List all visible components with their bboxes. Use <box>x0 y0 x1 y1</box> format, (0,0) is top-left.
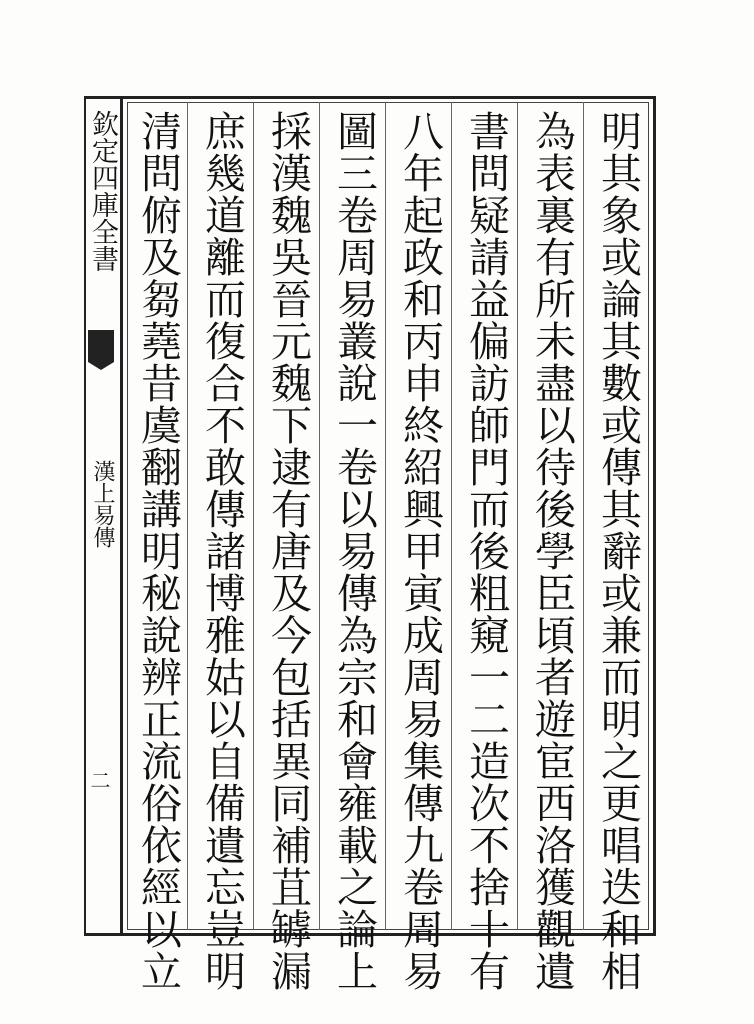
text-column-4: 八年起政和丙申終紹興甲寅成周易集傳九卷周易 <box>396 110 444 992</box>
margin-page-number: 二 <box>87 770 111 790</box>
column-rule <box>517 102 518 930</box>
text-column-2: 為表裏有所未盡以待後學臣頃者遊宦西洛獲觀遺 <box>528 110 576 992</box>
text-column-7: 庶幾道離而復合不敢傳諸博雅姑以自備遺忘豈明 <box>198 110 246 992</box>
column-rule <box>451 102 452 930</box>
text-column-6: 採漢魏吳晉元魏下逮有唐及今包括異同補苴罅漏 <box>264 110 312 992</box>
text-column-8: 清問俯及芻蕘昔虞翻講明秘說辨正流俗依經以立 <box>134 110 182 992</box>
column-rule <box>253 102 254 930</box>
text-column-5: 圖三卷周易叢說一卷以易傳為宗和會雍載之論上 <box>330 110 378 992</box>
column-rule <box>319 102 320 930</box>
margin-section-title: 漢上易傳 <box>90 460 115 548</box>
margin-book-title: 欽定四庫全書 <box>87 110 118 272</box>
column-rule <box>385 102 386 930</box>
column-rule <box>583 102 584 930</box>
fish-tail-mark <box>88 330 114 370</box>
text-column-1: 明其象或論其數或傳其辭或兼而明之更唱迭和相 <box>594 110 642 992</box>
column-rule <box>187 102 188 930</box>
text-column-3: 書問疑請益偏訪師門而後粗窺一二造次不捨十有 <box>462 110 510 992</box>
